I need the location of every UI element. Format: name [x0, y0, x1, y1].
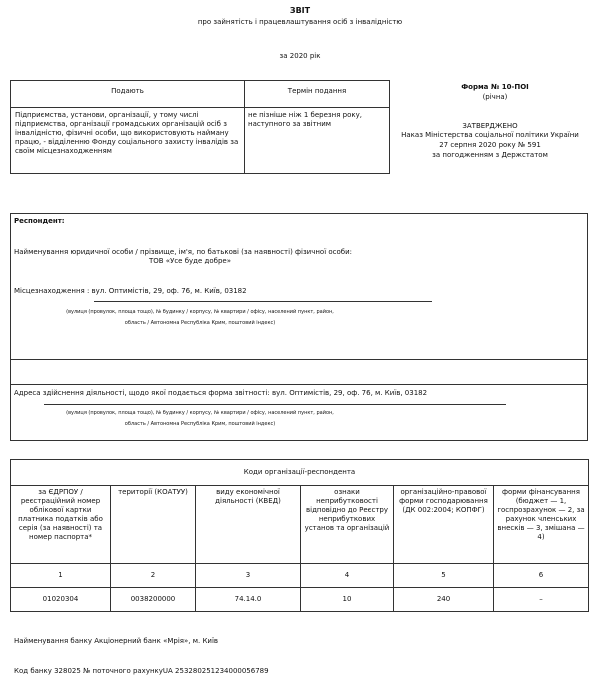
location-hint-1: (вулиця (провулок, площа тощо), № будинку / корпусу, № квартири / офісу, населений пункт, район,	[66, 309, 334, 315]
approved-label: ЗАТВЕРДЖЕНО	[462, 122, 518, 130]
respondent-divider-2	[11, 384, 587, 385]
form-number: Форма № 10-ПОІ	[461, 83, 529, 91]
codes-value-nonprofit: 10	[301, 588, 394, 612]
submitters-header: Подають	[111, 87, 144, 95]
activity-hint-2: область / Автономна Республіка Крим, поштовий індекс)	[124, 421, 276, 427]
codes-number-3: 3	[196, 564, 301, 588]
codes-table	[10, 459, 589, 612]
submitters-body: Підприємства, установи, організації, у тому числі підприємства, організації громадських організацій осіб з інвалідністю, фізичні особи, що використовують найману працю, - відділенню Фонду соціального захисту інвалідів за своїм місцезнаходженням	[15, 111, 239, 155]
codes-number-2: 2	[111, 564, 196, 588]
codes-value-edrpou: 01020304	[11, 588, 111, 612]
submitters-table	[10, 80, 390, 174]
report-year: за 2020 рік	[279, 52, 321, 60]
codes-header-nonprofit: ознаки неприбутковості відповідно до Реєстру неприбуткових установ та організацій	[301, 486, 394, 564]
codes-header-financing: форми фінансування (бюджет — 1, госпрозрахунок — 2, за рахунок членських внесків — 3, змішана — 4)	[494, 486, 589, 564]
codes-value-kved: 74.14.0	[196, 588, 301, 612]
bank-code: Код банку 328025 № поточного рахункуUA 253280251234000056789	[14, 667, 269, 675]
location-underline	[94, 301, 432, 302]
codes-header-kved: виду економічної діяльності (КВЕД)	[196, 486, 301, 564]
submitters-divider-h	[11, 107, 389, 108]
codes-number-4: 4	[301, 564, 394, 588]
codes-table-wrapper	[10, 459, 588, 612]
activity-hint-1: (вулиця (провулок, площа тощо), № будинку / корпусу, № квартири / офісу, населений пункт, район,	[66, 410, 334, 416]
codes-value-kopfg: 240	[394, 588, 494, 612]
activity-address: Адреса здійснення діяльності, щодо якої подається форма звітності: вул. Оптимістів, 29, оф. 76, м. Київ, 03182	[14, 389, 428, 397]
approval-date: 27 серпня 2020 року № 591	[439, 141, 541, 149]
respondent-location: Місцезнаходження : вул. Оптимістів, 29, оф. 76, м. Київ, 03182	[14, 287, 247, 295]
deadline-header: Термін подання	[287, 87, 347, 95]
approval-agreement: за погодженням з Держстатом	[432, 151, 548, 159]
codes-value-financing: –	[494, 588, 589, 612]
form-period: (річна)	[482, 93, 508, 101]
codes-number-6: 6	[494, 564, 589, 588]
deadline-body: не пізніше ніж 1 березня року, наступного за звітним	[248, 111, 362, 128]
codes-number-1: 1	[11, 564, 111, 588]
codes-header-edrpou: за ЄДРПОУ / реєстраційний номер облікової картки платника податків або серія (за наявності) та номер паспорта*	[11, 486, 111, 564]
respondent-divider-1	[11, 359, 587, 360]
codes-header-koatuu: території (КОАТУУ)	[111, 486, 196, 564]
report-title: ЗВІТ	[289, 6, 311, 15]
codes-header-kopfg: організаційно-правової форми господарювання (ДК 002:2004; КОПФГ)	[394, 486, 494, 564]
codes-value-koatuu: 0038200000	[111, 588, 196, 612]
bank-name: Найменування банку Акціонерний банк «Мрія», м. Київ	[14, 637, 219, 645]
activity-underline	[44, 404, 506, 405]
respondent-name-value: ТОВ «Усе буде добре»	[148, 257, 232, 265]
location-hint-2: область / Автономна Республіка Крим, поштовий індекс)	[124, 320, 276, 326]
codes-number-5: 5	[394, 564, 494, 588]
respondent-label: Респондент:	[14, 217, 65, 225]
respondent-name-label: Найменування юридичної особи / прізвище, ім'я, по батькові (за наявності) фізичної особи:	[14, 248, 353, 256]
codes-title: Коди організації-респондента	[11, 460, 589, 486]
approval-order: Наказ Міністерства соціальної політики України	[401, 131, 579, 139]
report-subtitle: про зайнятість і працевлаштування осіб з інвалідністю	[197, 18, 403, 26]
